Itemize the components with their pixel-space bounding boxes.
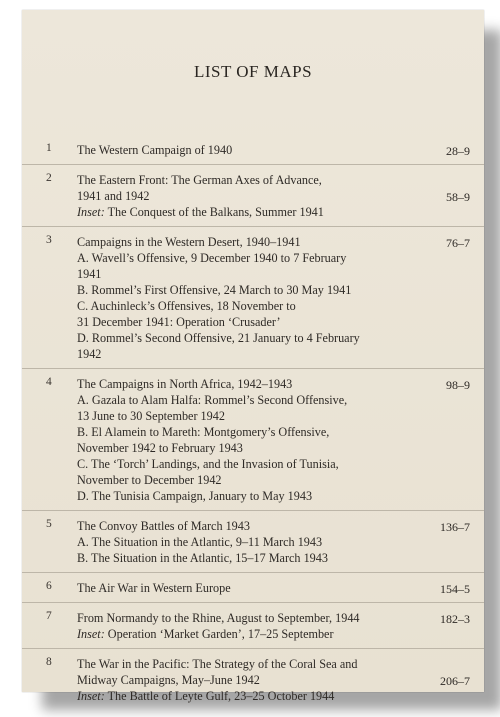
- map-description: [77, 234, 416, 362]
- map-description-line: [77, 234, 416, 250]
- map-entry: [22, 234, 484, 369]
- line-text: November 1942 to February 1943: [77, 441, 243, 455]
- map-entry: [22, 518, 484, 573]
- line-text: The Convoy Battles of March 1943: [77, 519, 250, 533]
- line-text: From Normandy to the Rhine, August to September, 1944: [77, 611, 360, 625]
- map-description-line: [77, 376, 416, 392]
- map-description-line: [77, 188, 416, 204]
- line-text: Operation ‘Market Garden’, 17–25 September: [104, 627, 334, 641]
- map-description: [77, 656, 416, 704]
- map-number: 6: [46, 580, 52, 592]
- inset-label: Inset:: [77, 205, 105, 219]
- page-range: 136–7: [440, 520, 470, 534]
- line-text: The Battle of Leyte Gulf, 23–25 October 1944: [104, 689, 335, 703]
- map-description-line: [77, 440, 416, 456]
- map-description-line: [77, 408, 416, 424]
- line-text: The Air War in Western Europe: [77, 581, 231, 595]
- line-text: 1942: [77, 347, 102, 361]
- inset-label: Inset:: [77, 627, 105, 641]
- map-number: 7: [46, 610, 52, 622]
- line-text: Midway Campaigns, May–June 1942: [77, 673, 260, 687]
- page-range: 154–5: [440, 582, 470, 596]
- map-description-line: [77, 610, 416, 626]
- map-description: [77, 172, 416, 220]
- map-number: 1: [46, 142, 52, 154]
- map-number: 3: [46, 234, 52, 246]
- map-description-line: [77, 656, 416, 672]
- line-text: Campaigns in the Western Desert, 1940–1941: [77, 235, 301, 249]
- page-range: 58–9: [446, 190, 470, 204]
- map-entry: [22, 172, 484, 227]
- map-description-line: [77, 266, 416, 282]
- map-description-line: [77, 456, 416, 472]
- map-description-line: [77, 672, 416, 688]
- map-description-line: [77, 518, 416, 534]
- map-description-line: [77, 346, 416, 362]
- line-text: B. The Situation in the Atlantic, 15–17 March 1943: [77, 551, 328, 565]
- map-number: 2: [46, 172, 52, 184]
- line-text: The Campaigns in North Africa, 1942–1943: [77, 377, 293, 391]
- map-entry: [22, 610, 484, 649]
- page-range: 76–7: [446, 236, 470, 250]
- map-description: [77, 376, 416, 504]
- book-page: [22, 10, 484, 703]
- map-description: [77, 518, 416, 566]
- line-text: A. Gazala to Alam Halfa: Rommel’s Second Offensive,: [77, 393, 348, 407]
- line-text: D. The Tunisia Campaign, January to May 1943: [77, 489, 313, 503]
- page-range: 98–9: [446, 378, 470, 392]
- line-text: The War in the Pacific: The Strategy of the Coral Sea and: [77, 657, 358, 671]
- line-text: B. Rommel’s First Offensive, 24 March to 30 May 1941: [77, 283, 352, 297]
- map-entry: [22, 376, 484, 511]
- line-text: C. Auchinleck’s Offensives, 18 November to: [77, 299, 296, 313]
- line-text: The Conquest of the Balkans, Summer 1941: [104, 205, 324, 219]
- map-number: 5: [46, 518, 52, 530]
- map-description: [77, 580, 416, 596]
- map-description-line: [77, 250, 416, 266]
- line-text: D. Rommel’s Second Offensive, 21 January to 4 February: [77, 331, 360, 345]
- map-description-line: [77, 282, 416, 298]
- map-description-line: [77, 330, 416, 346]
- map-description-line: [77, 298, 416, 314]
- line-text: 13 June to 30 September 1942: [77, 409, 225, 423]
- line-text: B. El Alamein to Mareth: Montgomery’s Offensive,: [77, 425, 330, 439]
- line-text: A. Wavell’s Offensive, 9 December 1940 to 7 February: [77, 251, 347, 265]
- page-range: 206–7: [440, 674, 470, 688]
- map-entry: [22, 656, 484, 710]
- map-number: 4: [46, 376, 52, 388]
- map-description-line: [77, 534, 416, 550]
- map-description-line: [77, 204, 416, 220]
- map-description-line: [77, 580, 416, 596]
- line-text: The Western Campaign of 1940: [77, 143, 233, 157]
- map-description-line: [77, 142, 416, 158]
- map-description-line: [77, 392, 416, 408]
- map-description-line: [77, 488, 416, 504]
- page-title: LIST OF MAPS: [193, 62, 313, 81]
- map-number: 8: [46, 656, 52, 668]
- line-text: 1941: [77, 267, 102, 281]
- inset-label: Inset:: [77, 689, 105, 703]
- line-text: 31 December 1941: Operation ‘Crusader’: [77, 315, 281, 329]
- line-text: November to December 1942: [77, 473, 222, 487]
- page-range: 28–9: [446, 144, 470, 158]
- line-text: The Eastern Front: The German Axes of Advance,: [77, 173, 322, 187]
- map-entry: [22, 142, 484, 165]
- map-description: [77, 610, 416, 642]
- map-description-line: [77, 688, 416, 704]
- map-description-line: [77, 550, 416, 566]
- map-description-line: [77, 314, 416, 330]
- map-list: [22, 142, 484, 717]
- line-text: A. The Situation in the Atlantic, 9–11 March 1943: [77, 535, 323, 549]
- line-text: C. The ‘Torch’ Landings, and the Invasion of Tunisia,: [77, 457, 339, 471]
- map-entry: [22, 580, 484, 603]
- page-range: 182–3: [440, 612, 470, 626]
- line-text: 1941 and 1942: [77, 189, 150, 203]
- map-description-line: [77, 472, 416, 488]
- map-description-line: [77, 424, 416, 440]
- map-description: [77, 142, 416, 158]
- map-description-line: [77, 172, 416, 188]
- map-description-line: [77, 626, 416, 642]
